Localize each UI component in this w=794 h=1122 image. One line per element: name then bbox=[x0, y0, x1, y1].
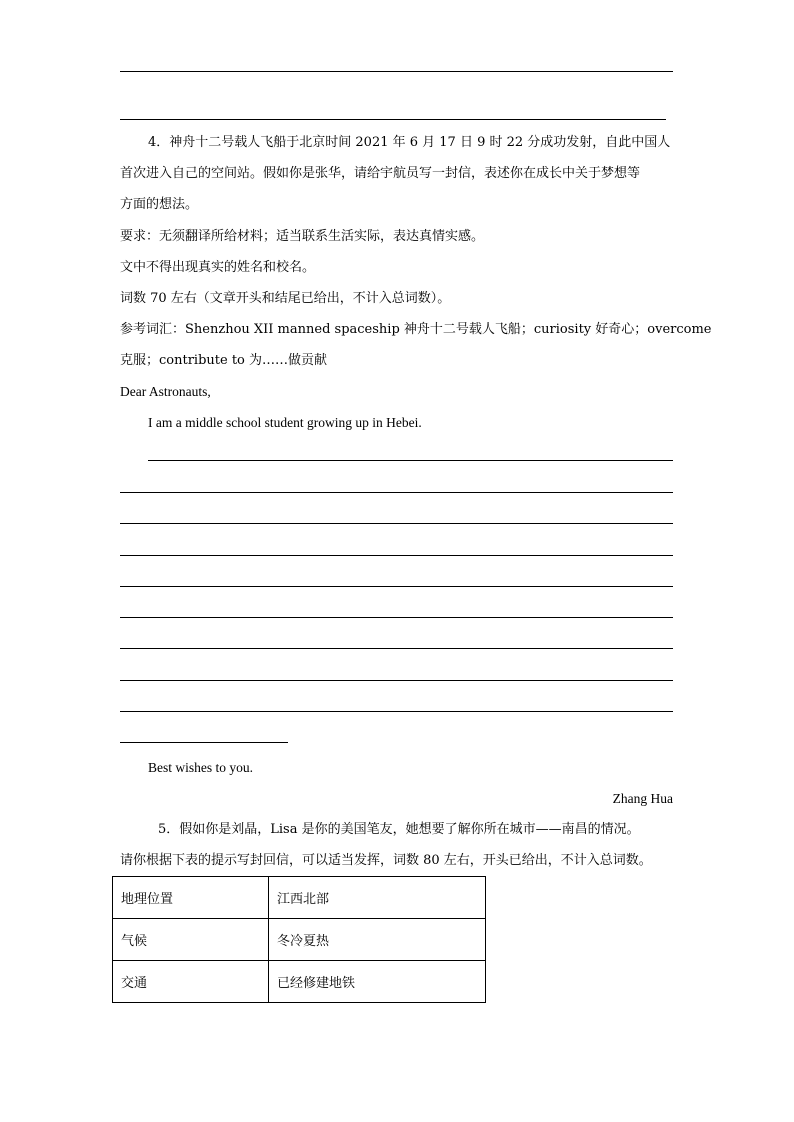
nanchang-info-table bbox=[112, 876, 486, 1003]
q4-prompt-line-1: 4．神舟十二号载人飞船于北京时间 2021 年 6 月 17 日 9 时 22 分成功发射，自此中国人 bbox=[148, 135, 671, 150]
answer-line bbox=[120, 71, 673, 72]
q4-prompt-line-3: 方面的想法。 bbox=[120, 197, 199, 212]
table-row bbox=[113, 919, 486, 961]
letter-closing: Best wishes to you. bbox=[148, 760, 254, 775]
table-cell-value: 江西北部 bbox=[269, 877, 486, 919]
answer-line bbox=[120, 119, 666, 120]
table-cell-label: 交通 bbox=[113, 961, 269, 1003]
writing-line bbox=[120, 586, 673, 587]
letter-salutation: Dear Astronauts, bbox=[120, 384, 211, 399]
q5-prompt-line-2: 请你根据下表的提示写封回信，可以适当发挥，词数 80 左右，开头已给出，不计入总词数。 bbox=[120, 853, 652, 868]
q4-requirement-1: 要求：无须翻译所给材料；适当联系生活实际，表达真情实感。 bbox=[120, 229, 485, 244]
writing-line bbox=[148, 460, 673, 461]
table-cell-value: 冬冷夏热 bbox=[269, 919, 486, 961]
writing-line bbox=[120, 711, 673, 712]
writing-line bbox=[120, 648, 673, 649]
q4-prompt-line-2: 首次进入自己的空间站。假如你是张华，请给宇航员写一封信，表述你在成长中关于梦想等 bbox=[120, 166, 641, 181]
q5-prompt-line-1: 5．假如你是刘晶，Lisa 是你的美国笔友，她想要了解你所在城市——南昌的情况。 bbox=[158, 822, 640, 837]
table-cell-label: 气候 bbox=[113, 919, 269, 961]
table-cell-label: 地理位置 bbox=[113, 877, 269, 919]
writing-line bbox=[120, 523, 673, 524]
letter-opening: I am a middle school student growing up in Hebei. bbox=[148, 415, 422, 430]
writing-line bbox=[120, 492, 673, 493]
writing-line bbox=[120, 680, 673, 681]
q4-requirement-3: 词数 70 左右（文章开头和结尾已给出，不计入总词数）。 bbox=[120, 291, 451, 306]
q4-requirement-2: 文中不得出现真实的姓名和校名。 bbox=[120, 260, 316, 275]
q4-vocabulary-line-2: 克服；contribute to 为……做贡献 bbox=[120, 353, 328, 368]
q4-vocabulary-line-1: 参考词汇：Shenzhou XII manned spaceship 神舟十二号载人飞船；curiosity 好奇心；overcome bbox=[120, 322, 712, 337]
table-row bbox=[113, 961, 486, 1003]
table-cell-value: 已经修建地铁 bbox=[269, 961, 486, 1003]
table-row bbox=[113, 877, 486, 919]
writing-line bbox=[120, 617, 673, 618]
writing-line-short bbox=[120, 742, 288, 743]
letter-signature: Zhang Hua bbox=[612, 791, 673, 806]
writing-line bbox=[120, 555, 673, 556]
